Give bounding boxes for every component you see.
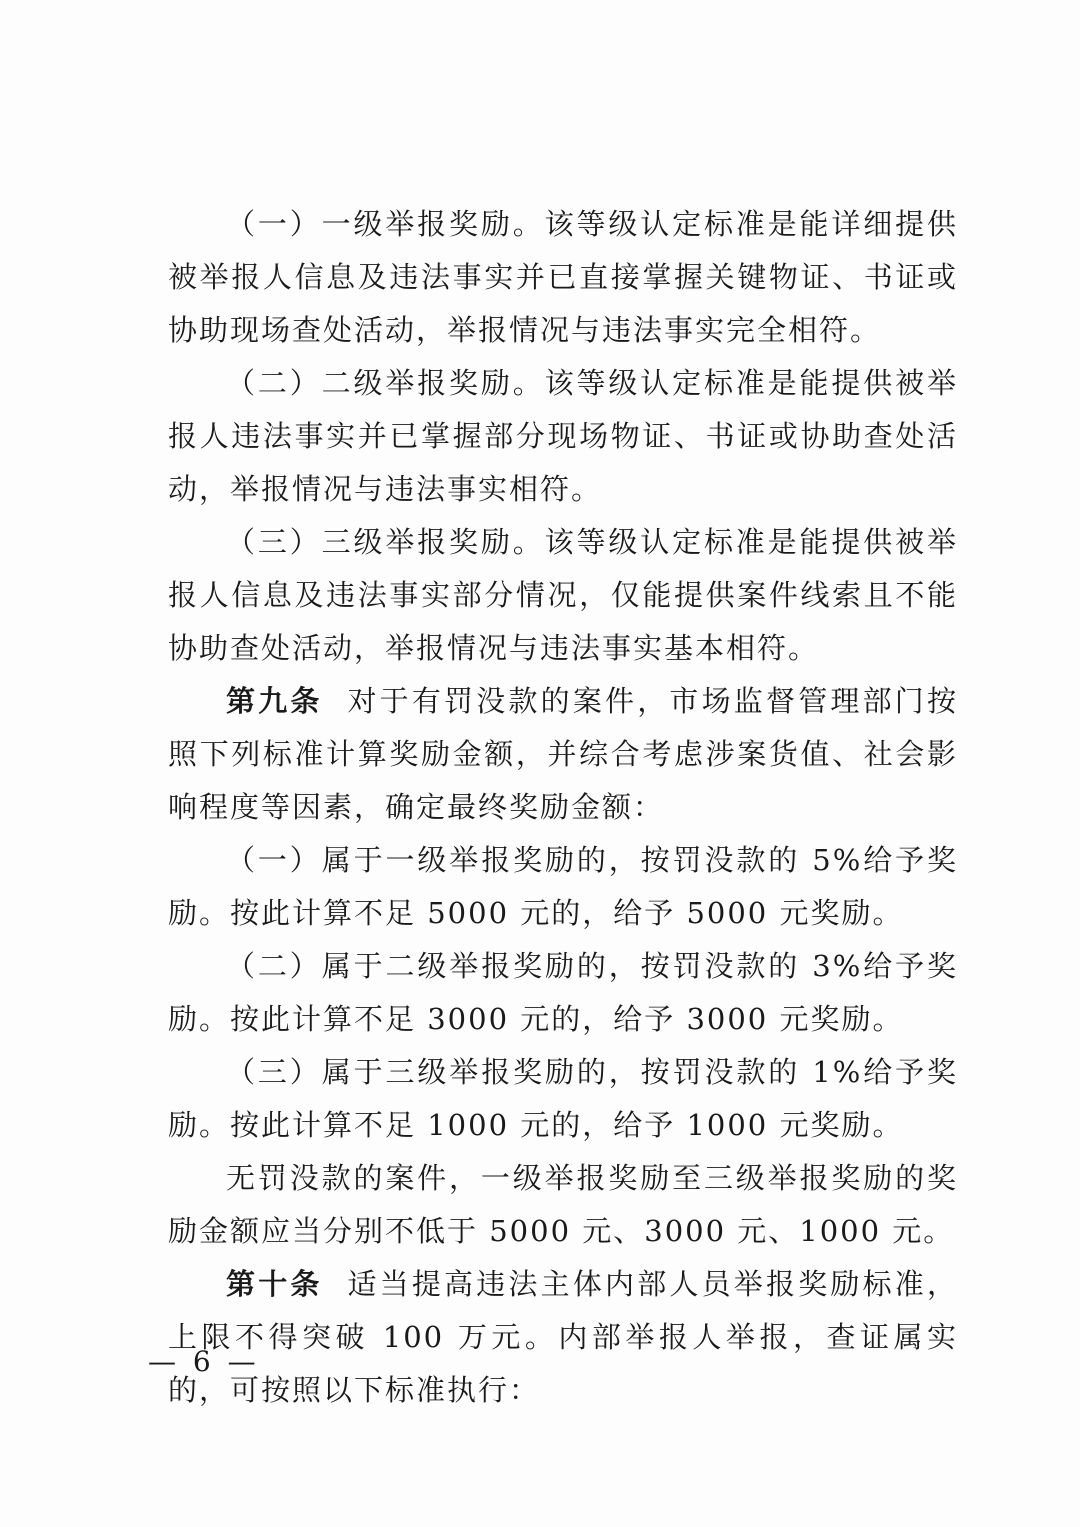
page-number: — 6 — bbox=[148, 1345, 260, 1378]
paragraph-text: 无罚没款的案件，一级举报奖励至三级举报奖励的奖励金额应当分别不低于 5000 元、3000 元、1000 元。 bbox=[168, 1161, 958, 1248]
paragraph-level-three-amount bbox=[168, 1046, 958, 1152]
paragraph-text: （二）属于二级举报奖励的，按罚没款的 3%给予奖励。按此计算不足 3000 元的，给予 3000 元奖励。 bbox=[168, 949, 958, 1036]
paragraph-text: （一）属于一级举报奖励的，按罚没款的 5%给予奖励。按此计算不足 5000 元的，给予 5000 元奖励。 bbox=[168, 843, 958, 930]
paragraph-level-two-reward bbox=[168, 357, 958, 516]
document-body bbox=[168, 198, 958, 1417]
paragraph-level-three-reward bbox=[168, 516, 958, 675]
article-heading: 第十条 bbox=[226, 1267, 323, 1301]
paragraph-text: （二）二级举报奖励。该等级认定标准是能提供被举报人违法事实并已掌握部分现场物证、书证或协助查处活动，举报情况与违法事实相符。 bbox=[168, 366, 958, 506]
paragraph-text: （三）属于三级举报奖励的，按罚没款的 1%给予奖励。按此计算不足 1000 元的，给予 1000 元奖励。 bbox=[168, 1055, 958, 1142]
paragraph-text: （三）三级举报奖励。该等级认定标准是能提供被举报人信息及违法事实部分情况，仅能提供案件线索且不能协助查处活动，举报情况与违法事实基本相符。 bbox=[168, 525, 958, 665]
paragraph-level-one-amount bbox=[168, 834, 958, 940]
paragraph-level-two-amount bbox=[168, 940, 958, 1046]
paragraph-text: 适当提高违法主体内部人员举报奖励标准，上限不得突破 100 万元。内部举报人举报，查证属实的，可按照以下标准执行： bbox=[168, 1267, 958, 1407]
paragraph-text: （一）一级举报奖励。该等级认定标准是能详细提供被举报人信息及违法事实并已直接掌握关键物证、书证或协助现场查处活动，举报情况与违法事实完全相符。 bbox=[168, 207, 958, 347]
paragraph-no-fine-cases bbox=[168, 1152, 958, 1258]
article-nine bbox=[168, 675, 958, 834]
article-heading: 第九条 bbox=[226, 684, 323, 718]
article-ten bbox=[168, 1258, 958, 1417]
paragraph-level-one-reward bbox=[168, 198, 958, 357]
paragraph-text: 对于有罚没款的案件，市场监督管理部门按照下列标准计算奖励金额，并综合考虑涉案货值、社会影响程度等因素，确定最终奖励金额： bbox=[168, 684, 958, 824]
